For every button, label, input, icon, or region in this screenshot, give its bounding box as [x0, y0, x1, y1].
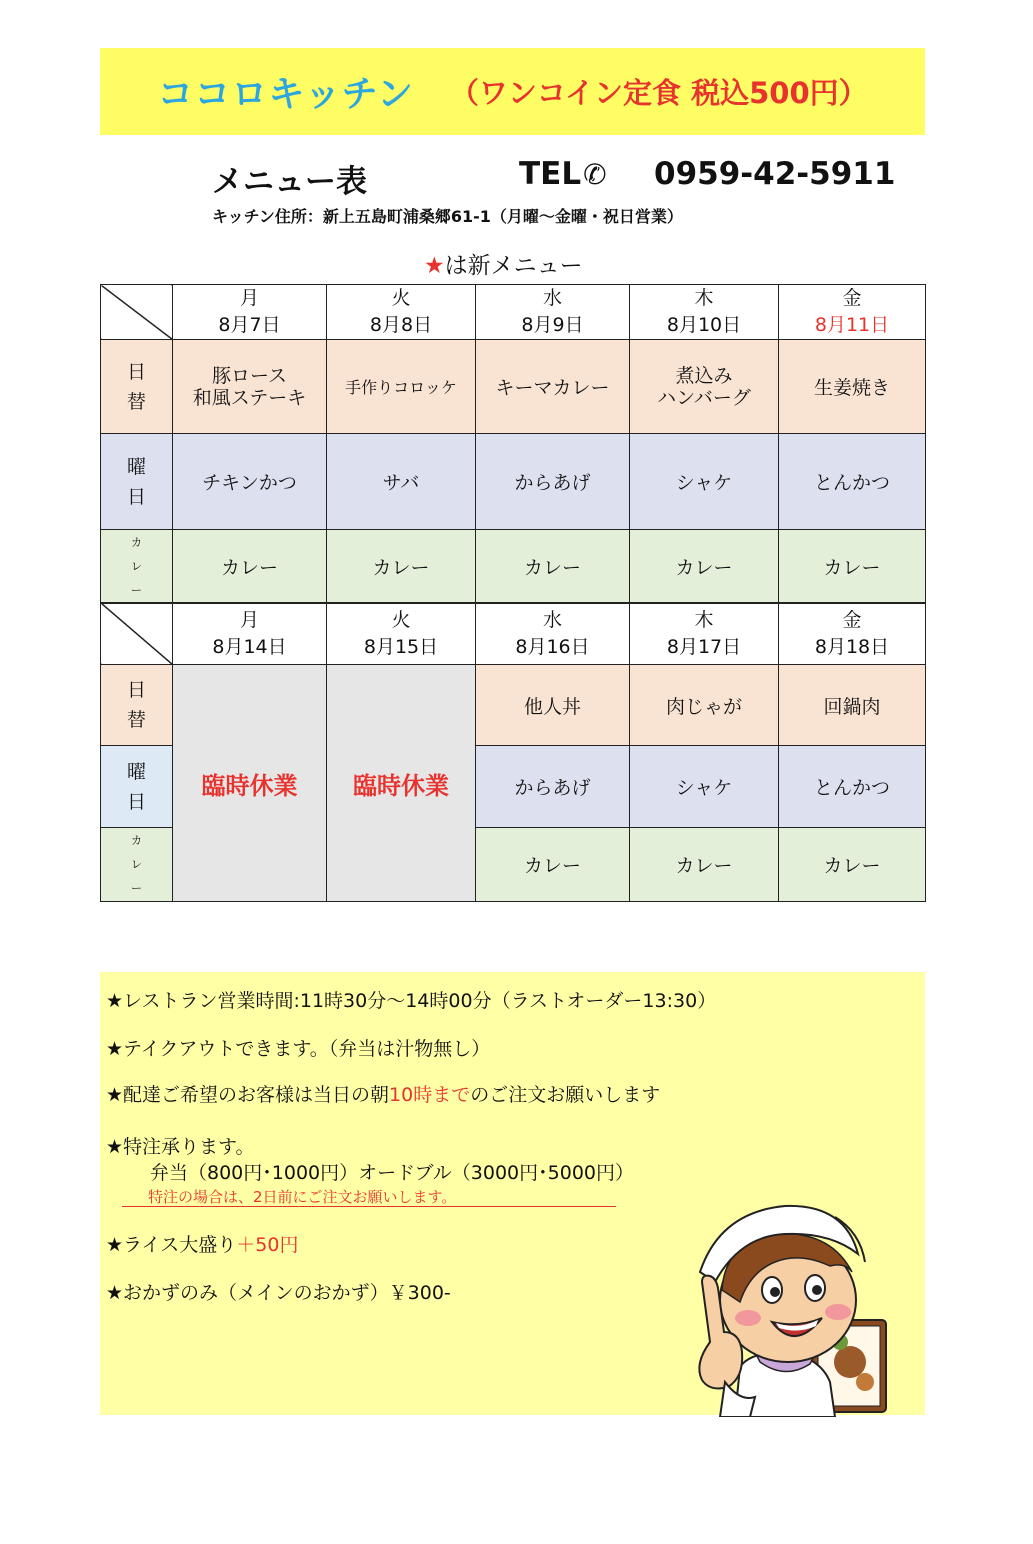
phone-icon: ✆ — [583, 158, 607, 191]
row-label-curry: カ レ ー — [101, 828, 173, 902]
row-label-daily: 日 替 — [101, 665, 173, 746]
star-icon: ★ — [424, 253, 445, 279]
delivery-deadline: 10時まで — [389, 1084, 471, 1106]
rice-price: ＋50円 — [236, 1234, 299, 1256]
tel-text: TEL — [519, 156, 582, 192]
menu-cell: 手作りコロッケ — [327, 340, 476, 434]
menu-title: メニュー表 — [212, 164, 367, 200]
daily-special-row — [101, 665, 926, 746]
day-header: 水 8月16日 — [476, 603, 630, 665]
row-label-weekday: 曜 日 — [101, 746, 173, 828]
price-subtitle: （ワンコイン定食 税込500円） — [449, 76, 868, 110]
menu-cell: サバ — [327, 434, 476, 530]
hours-text: ★レストラン営業時間:11時30分～14時00分（ラストオーダー13:30） — [106, 990, 717, 1012]
day-header: 金 8月11日 — [779, 285, 926, 340]
day-header: 水 8月9日 — [476, 285, 630, 340]
chef-illustration — [680, 1192, 890, 1417]
menu-cell: チキンかつ — [173, 434, 327, 530]
menu-cell: カレー — [630, 828, 779, 902]
menu-header — [212, 152, 912, 202]
brand-name: ココロキッチン — [157, 74, 414, 115]
rice-text: ★ライス大盛り＋50円 — [106, 1234, 299, 1256]
special-order-detail: 弁当（800円･1000円）オードブル（3000円･5000円） — [150, 1162, 634, 1184]
kitchen-address: キッチン住所：新上五島町浦桑郷61-1（月曜～金曜・祝日営業） — [212, 207, 683, 226]
menu-cell: とんかつ — [779, 746, 926, 828]
row-label-curry: カ レ ー — [101, 530, 173, 604]
menu-cell: とんかつ — [779, 434, 926, 530]
weekday-row — [101, 434, 926, 530]
takeout-text: ★テイクアウトできます。（弁当は汁物無し） — [106, 1038, 491, 1060]
menu-cell: からあげ — [476, 434, 630, 530]
day-header: 火 8月15日 — [327, 603, 476, 665]
day-header: 木 8月10日 — [630, 285, 779, 340]
menu-cell: 肉じゃが — [630, 665, 779, 746]
special-order-note: 特注の場合は、2日前にご注文お願いします。 — [122, 1188, 616, 1207]
menu-cell: カレー — [476, 828, 630, 902]
legend-text: は新メニュー — [444, 253, 583, 279]
curry-row — [101, 530, 926, 604]
tel-label — [519, 156, 607, 192]
menu-cell: 他人丼 — [476, 665, 630, 746]
corner-cell — [101, 603, 173, 665]
new-menu-legend — [424, 247, 583, 280]
day-header: 火 8月8日 — [327, 285, 476, 340]
row-label-weekday: 曜 日 — [101, 434, 173, 530]
date-row — [101, 285, 926, 340]
menu-cell: 生姜焼き — [779, 340, 926, 434]
day-header: 木 8月17日 — [630, 603, 779, 665]
menu-cell: カレー — [327, 530, 476, 604]
menu-cell: カレー — [779, 530, 926, 604]
daily-special-row — [101, 340, 926, 434]
menu-cell: 豚ロース 和風ステーキ — [173, 340, 327, 434]
closed-cell: 臨時休業 — [327, 665, 476, 902]
okazu-text: ★おかずのみ（メインのおかず）￥300- — [106, 1282, 451, 1304]
menu-cell: 回鍋肉 — [779, 665, 926, 746]
menu-cell: シャケ — [630, 434, 779, 530]
menu-cell: カレー — [173, 530, 327, 604]
menu-cell: キーマカレー — [476, 340, 630, 434]
date-row — [101, 603, 926, 665]
menu-cell: からあげ — [476, 746, 630, 828]
day-header: 月 8月14日 — [173, 603, 327, 665]
menu-table-week1 — [100, 284, 926, 604]
day-header: 月 8月7日 — [173, 285, 327, 340]
delivery-text: ★配達ご希望のお客様は当日の朝10時までのご注文お願いします — [106, 1084, 661, 1106]
holiday-date: 8月11日 — [814, 314, 890, 336]
closed-cell: 臨時休業 — [173, 665, 327, 902]
day-header: 金 8月18日 — [779, 603, 926, 665]
menu-table-week2 — [100, 602, 926, 902]
menu-cell: 煮込み ハンバーグ — [630, 340, 779, 434]
menu-cell: シャケ — [630, 746, 779, 828]
menu-cell: カレー — [476, 530, 630, 604]
menu-cell: カレー — [630, 530, 779, 604]
phone-number: 0959-42-5911 — [654, 156, 896, 192]
title-banner — [100, 48, 925, 135]
corner-cell — [101, 285, 173, 340]
special-order-text: ★特注承ります。 — [106, 1136, 255, 1158]
row-label-daily: 日 替 — [101, 340, 173, 434]
menu-cell: カレー — [779, 828, 926, 902]
